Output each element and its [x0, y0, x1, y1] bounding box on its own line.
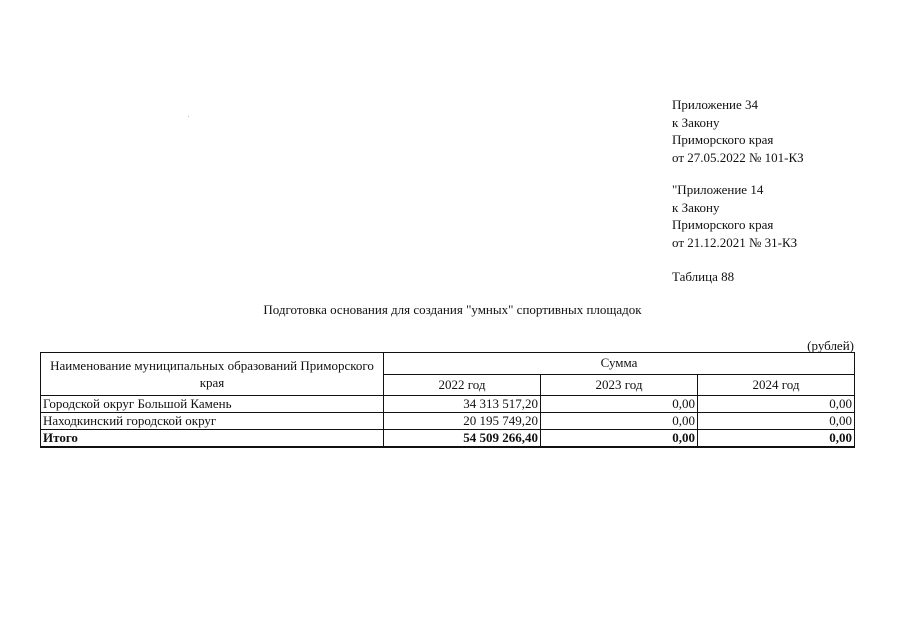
- total-value-2022: 54 509 266,40: [384, 430, 541, 448]
- appendix-line: от 27.05.2022 № 101-КЗ: [672, 149, 804, 165]
- appendix-line: Приложение 34: [672, 97, 759, 112]
- appendix-line: Приморского края: [672, 132, 774, 147]
- appendix-line: к Закону: [672, 114, 720, 130]
- row-value-2024: 0,00: [698, 396, 855, 413]
- appendix-original-heading: [672, 181, 797, 251]
- appendix-current-heading: [672, 96, 804, 166]
- header-municipality: Наименование муниципальных образований Приморского края: [41, 353, 384, 396]
- total-value-2024: 0,00: [698, 430, 855, 448]
- row-value-2023: 0,00: [541, 413, 698, 430]
- units-label: (рублей): [807, 338, 854, 353]
- row-value-2022: 34 313 517,20: [384, 396, 541, 413]
- table-total-row: [41, 430, 855, 448]
- document-title: Подготовка основания для создания "умных" спортивных площадок: [263, 302, 642, 317]
- header-year-2023: 2023 год: [541, 374, 698, 396]
- appendix-line: к Закону: [672, 199, 720, 215]
- appendix-line: "Приложение 14: [672, 182, 764, 197]
- table-row: [41, 396, 855, 413]
- scan-speck: [188, 116, 189, 117]
- row-value-2024: 0,00: [698, 413, 855, 430]
- row-municipality: Городской округ Большой Камень: [41, 396, 384, 413]
- header-sum: Сумма: [384, 353, 855, 375]
- row-value-2022: 20 195 749,20: [384, 413, 541, 430]
- appendix-line: Приморского края: [672, 217, 774, 232]
- header-year-2022: 2022 год: [384, 374, 541, 396]
- appendix-line: от 21.12.2021 № 31-КЗ: [672, 234, 798, 250]
- row-municipality: Находкинский городской округ: [41, 413, 384, 430]
- total-value-2023: 0,00: [541, 430, 698, 448]
- header-year-2024: 2024 год: [698, 374, 855, 396]
- row-value-2023: 0,00: [541, 396, 698, 413]
- budget-table: [40, 352, 855, 448]
- table-row: [41, 413, 855, 430]
- total-label: Итого: [41, 430, 384, 448]
- table-number: Таблица 88: [672, 269, 735, 284]
- table-header-row: [41, 353, 855, 375]
